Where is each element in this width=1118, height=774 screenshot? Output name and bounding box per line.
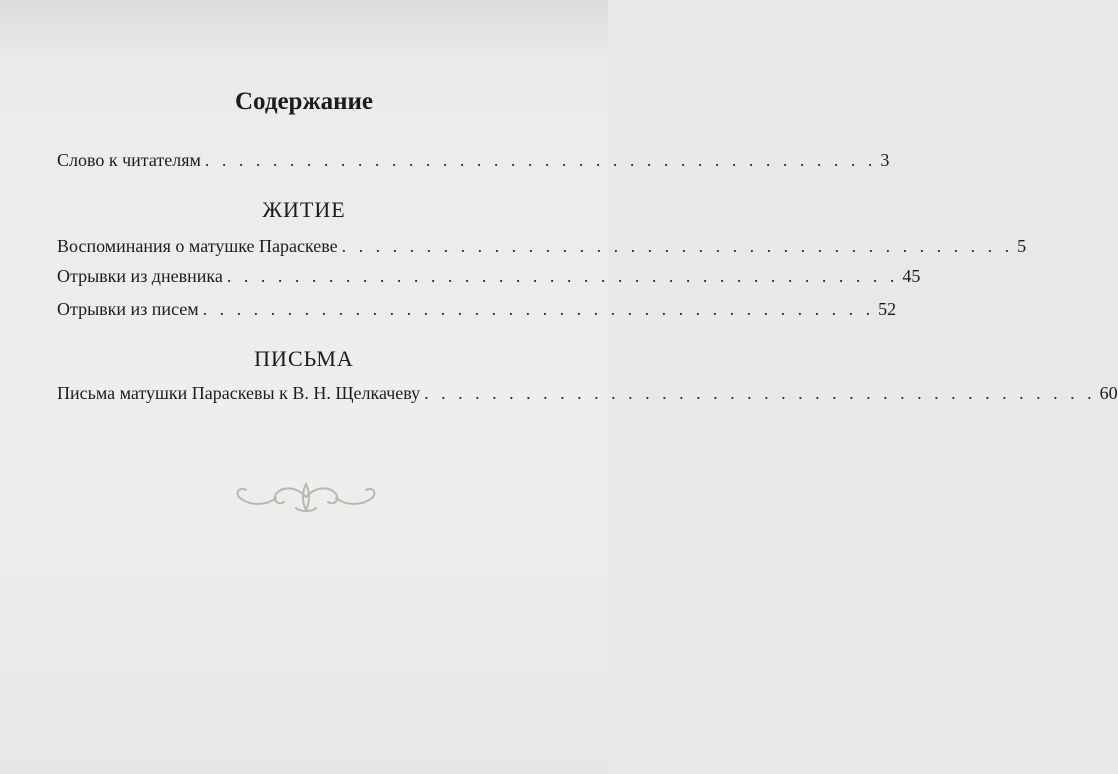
toc-entry xyxy=(57,266,921,290)
toc-leader-dots: . . . . . . . . . . . . . . . . . . . . . . . . . . . . . . . . . . . . . . . . xyxy=(204,150,877,170)
toc-entry-page: 45 xyxy=(902,266,921,286)
section-heading-pisma: ПИСЬМА xyxy=(254,346,354,371)
toc-leader-dots: . . . . . . . . . . . . . . . . . . . . . . . . . . . . . . . . . . . . . . . . xyxy=(226,266,899,286)
toc-entry-page: 52 xyxy=(878,299,897,319)
toc-entry xyxy=(57,299,897,323)
toc-entry xyxy=(57,236,1027,260)
toc-entry-label: Отрывки из дневника xyxy=(57,266,223,286)
toc-entry-label: Воспоминания о матушке Параскеве xyxy=(57,236,338,256)
toc-leader-dots: . . . . . . . . . . . . . . . . . . . . . . . . . . . . . . . . . . . . . . . . xyxy=(424,383,1096,403)
toc-entry-label: Слово к читателям xyxy=(57,150,201,170)
page-title: Содержание xyxy=(234,88,373,115)
fleuron-ornament-icon xyxy=(226,476,386,518)
toc-entry-label: Письма матушки Параскевы к В. Н. Щелкачеву xyxy=(57,383,421,403)
toc-leader-dots: . . . . . . . . . . . . . . . . . . . . . . . . . . . . . . . . . . . . . . . . xyxy=(341,236,1014,256)
toc-entry xyxy=(57,383,1118,407)
toc-entry-page: 3 xyxy=(880,150,890,170)
toc-entry-page: 5 xyxy=(1017,236,1027,256)
toc-leader-dots: . . . . . . . . . . . . . . . . . . . . . . . . . . . . . . . . . . . . . . . . xyxy=(202,299,875,319)
toc-entry-label: Отрывки из писем xyxy=(57,299,199,319)
section-heading-zhitie: ЖИТИЕ xyxy=(262,197,346,222)
toc-entry-page: 60 xyxy=(1099,383,1118,403)
toc-entry xyxy=(57,150,890,174)
